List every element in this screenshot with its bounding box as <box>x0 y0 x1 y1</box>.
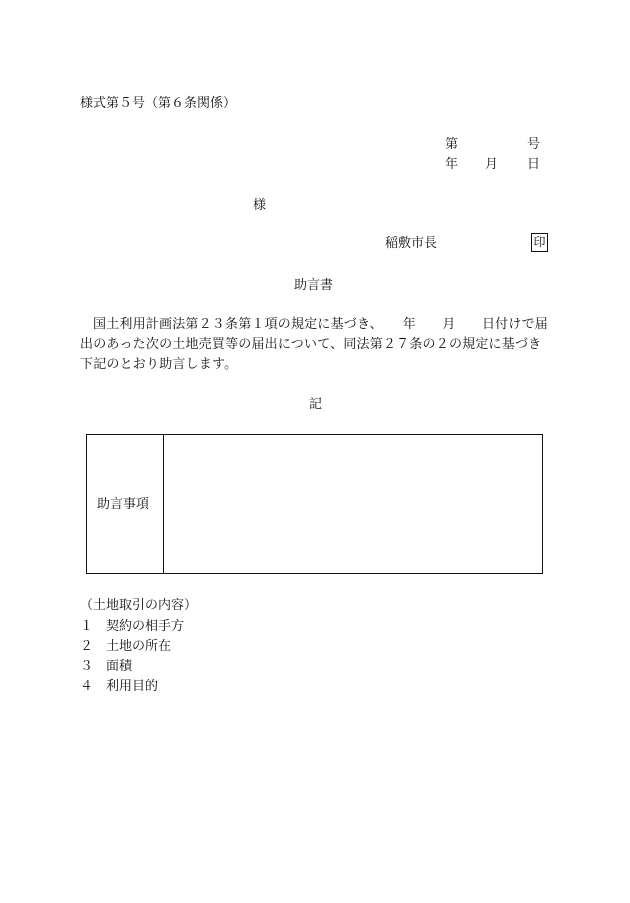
list-item-number: ３ <box>80 659 94 674</box>
land-transaction-heading: （土地取引の内容） <box>80 598 198 613</box>
advice-label: 助言事項 <box>97 497 150 512</box>
body-paragraph: 国土利用計画法第２３条第１項の規定に基づき、 年 月 日付けで届出のあった次の土地売買等の届出について、同法第２７条の２の規定に基づき下記のとおり助言します。 <box>80 317 548 372</box>
date-day: 日 <box>527 157 541 172</box>
document-title: 助言書 <box>294 278 334 293</box>
list-item-number: １ <box>80 619 94 634</box>
list-item-label: 土地の所在 <box>106 639 172 654</box>
ki-heading: 記 <box>309 397 323 412</box>
number-prefix: 第 <box>445 137 459 152</box>
list-item-number: ４ <box>80 679 94 694</box>
number-suffix: 号 <box>527 137 541 152</box>
list-item <box>80 639 171 655</box>
date-month: 月 <box>485 157 499 172</box>
list-item <box>80 679 158 695</box>
list-item-number: ２ <box>80 639 94 654</box>
list-item <box>80 659 132 675</box>
table-divider <box>163 435 164 573</box>
list-item-label: 利用目的 <box>106 679 159 694</box>
advice-table <box>86 434 543 574</box>
addressee-honorific: 様 <box>253 198 267 213</box>
date-year: 年 <box>445 157 459 172</box>
list-item-label: 面積 <box>106 659 133 674</box>
list-item <box>80 619 184 635</box>
sender-name: 稲敷市長 <box>385 236 438 251</box>
form-number: 様式第５号（第６条関係） <box>80 96 237 111</box>
seal-box: 印 <box>531 233 548 252</box>
list-item-label: 契約の相手方 <box>106 619 185 634</box>
